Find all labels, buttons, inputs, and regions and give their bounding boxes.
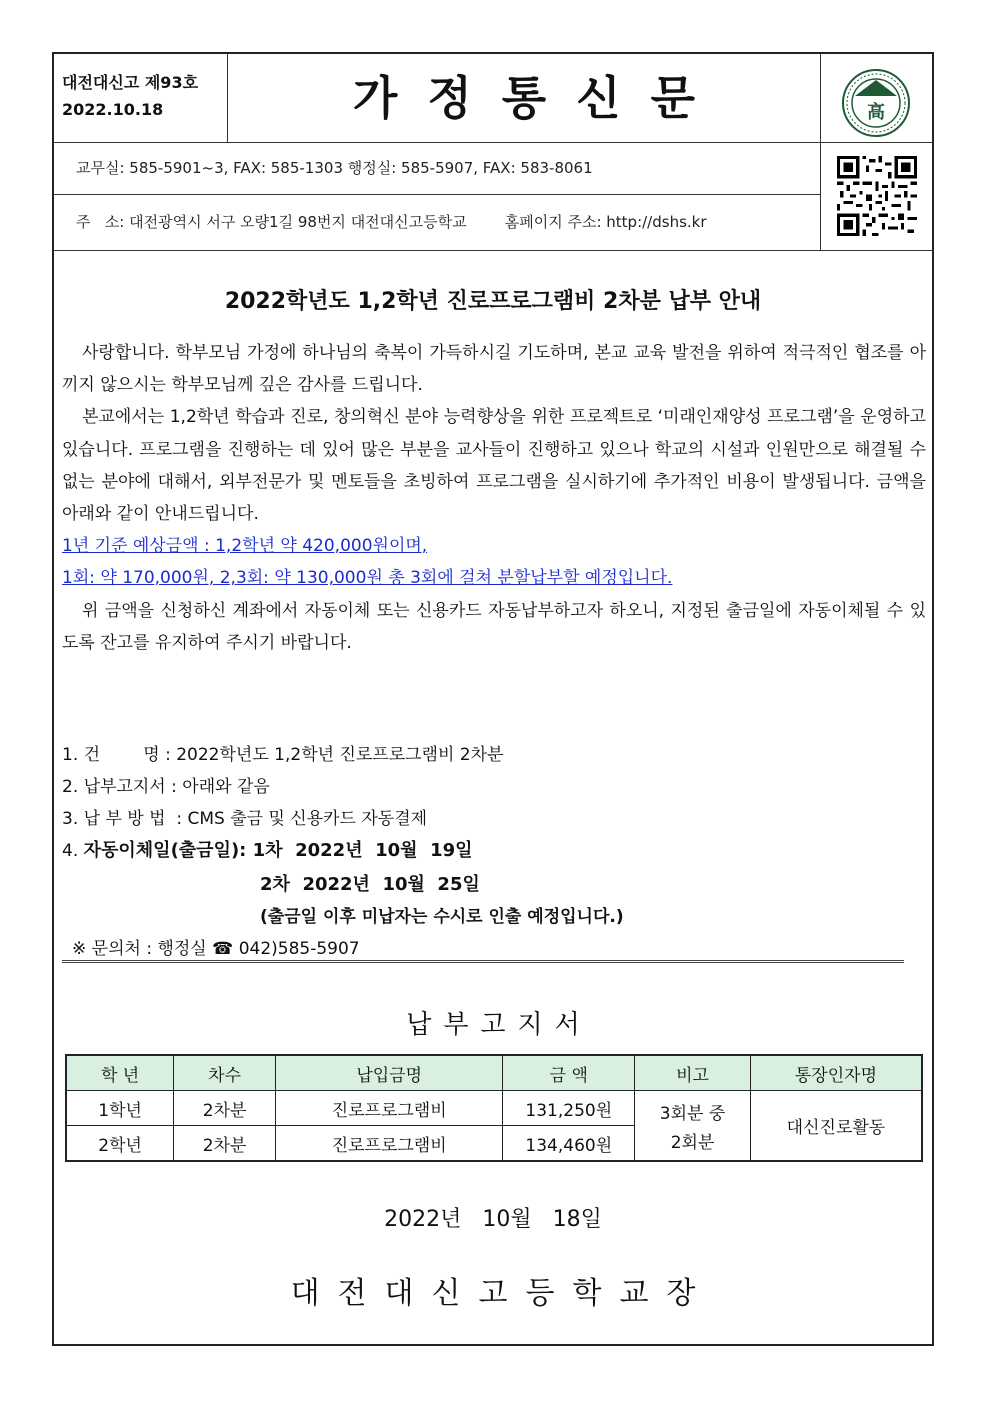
cell-grade: 1학년 [66, 1091, 174, 1126]
header-amount: 금 액 [503, 1055, 635, 1091]
header-round: 차수 [174, 1055, 276, 1091]
remark-line-2: 2회분 [670, 1132, 715, 1153]
school-emblem-icon [841, 68, 911, 138]
header-account-name: 통장인자명 [750, 1055, 922, 1091]
payment-table [65, 1054, 923, 1162]
item-method: 3. 납 부 방 법 : CMS 출금 및 신용카드 자동결제 [62, 809, 428, 829]
issue-info-box [54, 54, 228, 142]
inquiry-line: ※ 문의처 : 행정실 ☎ 042)585-5907 [72, 939, 360, 959]
issue-number: 대전대신고 제93호 [62, 73, 199, 92]
debit-date-first: 1차 2022년 10월 19일 [252, 840, 473, 861]
cell-round: 2차분 [174, 1091, 276, 1126]
item-debit-prefix: 4. [62, 841, 84, 861]
item-debit-date [62, 836, 473, 862]
logo-column [820, 54, 933, 250]
issue-date: 2022.10.18 [62, 100, 164, 119]
cell-amount: 131,250원 [503, 1091, 635, 1126]
document-title: 2022학년도 1,2학년 진로프로그램비 2차분 납부 안내 [224, 289, 762, 314]
header-contact-row [54, 142, 820, 195]
table-row [66, 1091, 922, 1126]
issue-date-footer: 2022년 10월 18일 [384, 1207, 602, 1232]
document-frame [52, 52, 934, 1346]
section-divider [62, 960, 904, 963]
header-fee-name: 납입금명 [275, 1055, 502, 1091]
cell-round: 2차분 [174, 1126, 276, 1162]
header-grade: 학 년 [66, 1055, 174, 1091]
cell-remark [635, 1091, 751, 1162]
remark-line-1: 3회분 중 [659, 1103, 726, 1124]
cell-grade: 2학년 [66, 1126, 174, 1162]
newsletter-title: 가정통신문 [352, 71, 726, 125]
item-notice: 2. 납부고지서 : 아래와 같음 [62, 777, 270, 797]
cell-fee-name: 진로프로그램비 [275, 1126, 502, 1162]
emblem-char: 高 [867, 102, 885, 123]
principal-signature: 대전대신고등학교장 [290, 1276, 714, 1311]
header-remark: 비고 [635, 1055, 751, 1091]
item-subject: 1. 건 명 : 2022학년도 1,2학년 진로프로그램비 2차분 [62, 745, 504, 765]
item-debit-label: 자동이체일(출금일): [83, 840, 253, 861]
header-top-row [54, 54, 932, 143]
cell-fee-name: 진로프로그램비 [275, 1091, 502, 1126]
estimate-line: 1년 기준 예상금액 : 1,2학년 약 420,000원이며, [62, 536, 428, 557]
debit-note: (출금일 이후 미납자는 수시로 인출 예정입니다.) [260, 907, 624, 927]
installment-line: 1회: 약 170,000원, 2,3회: 약 130,000원 총 3회에 걸쳐 분할납부할 예정입니다. [62, 568, 673, 589]
header-address-row [54, 194, 820, 250]
address-info: 주 소: 대전광역시 서구 오량1길 98번지 대전대신고등학교 홈페이지 주소: http://dshs.kr [76, 213, 707, 231]
cell-account-name: 대신진로활동 [750, 1091, 922, 1162]
cell-amount: 134,460원 [503, 1126, 635, 1162]
qr-code-icon[interactable] [837, 156, 917, 236]
paragraph-greeting: 사랑합니다. 학부모님 가정에 하나님의 축복이 가득하시길 기도하며, 본교 교육 발전을 위하여 적극적인 협조를 아끼지 않으시는 학부모님께 깊은 감사를 드립니다. [62, 343, 926, 396]
paragraph-program: 본교에서는 1,2학년 학습과 진로, 창의혁신 분야 능력향상을 위한 프로젝트로 ‘미래인재양성 프로그램’을 운영하고 있습니다. 프로그램을 진행하는 데 있어 많은 부분을 교사들이 진행하고 있으나 학교의 시설과 인원만으로 해결될 수 없는 분야에 대해서, 외부전문가 및 멘토들을 초빙하여 프로그램을 실시하기에 추가적인 비용이 발생됩니다. 금액을 아래와 같이 안내드립니다. [62, 407, 926, 525]
contact-info: 교무실: 585-5901~3, FAX: 585-1303 행정실: 585-5907, FAX: 583-8061 [76, 159, 593, 177]
table-header-row [66, 1055, 922, 1091]
body-text [62, 337, 926, 659]
header-divider [54, 250, 932, 251]
notice-title: 납부고지서 [406, 1010, 592, 1040]
paragraph-payment: 위 금액을 신청하신 계좌에서 자동이체 또는 신용카드 자동납부하고자 하오니, 지정된 출금일에 자동이체될 수 있도록 잔고를 유지하여 주시기 바랍니다. [62, 600, 926, 653]
debit-date-second: 2차 2022년 10월 25일 [260, 874, 480, 895]
